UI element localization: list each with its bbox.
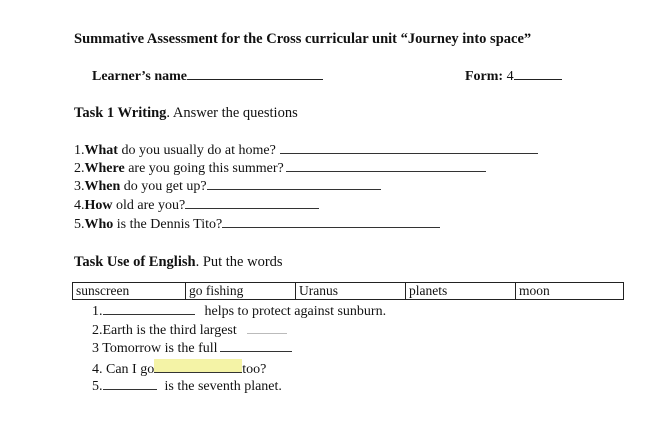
question-text: old are you? [112, 198, 186, 213]
word-moon: moon [515, 283, 623, 299]
question-number: 3. [74, 179, 85, 194]
task1-label: Task 1 Writing [74, 105, 167, 121]
sentence-number: 1. [92, 304, 103, 319]
gap-1[interactable] [103, 302, 195, 315]
sentence-text-end: too? [242, 362, 267, 377]
word-bank [72, 282, 624, 300]
question-number: 1. [74, 143, 85, 158]
question-number: 2. [74, 161, 85, 176]
sentence-number: 2. [92, 323, 103, 338]
question-keyword: Where [84, 161, 125, 176]
question-text: do you get up? [120, 179, 207, 194]
form-row [465, 67, 562, 85]
learner-name-row [92, 67, 323, 85]
task2-heading [74, 254, 283, 271]
sentence-1 [92, 302, 386, 320]
question-2 [74, 159, 486, 177]
word-sunscreen: sunscreen [76, 283, 130, 298]
word-planets: planets [405, 283, 515, 299]
learner-name-label: Learner’s name [92, 69, 187, 84]
form-value: 4 [506, 69, 514, 84]
sentence-text: Earth is the third largest [102, 323, 237, 338]
sentence-number: 5. [92, 379, 103, 394]
sentence-5 [92, 377, 282, 395]
task1-heading [74, 105, 298, 122]
sentence-number: 4. [92, 362, 103, 377]
sentence-4 [92, 359, 266, 378]
task2-instruction: . Put the words [195, 254, 283, 270]
question-keyword: How [84, 198, 113, 213]
question-keyword: Who [84, 217, 114, 232]
question-text: are you going this summer? [124, 161, 284, 176]
question-text: is the Dennis Tito? [113, 217, 223, 232]
gap-3[interactable] [220, 339, 292, 352]
sentence-number: 3 [92, 341, 99, 356]
form-field[interactable] [514, 67, 562, 80]
question-3 [74, 177, 381, 195]
sentence-text: Tomorrow is the full [102, 341, 218, 356]
question-number: 5. [74, 217, 85, 232]
answer-line-5[interactable] [222, 215, 440, 228]
question-keyword: When [84, 179, 121, 194]
word-go-fishing: go fishing [185, 283, 295, 299]
answer-line-1[interactable] [280, 141, 538, 154]
answer-line-2[interactable] [286, 159, 486, 172]
question-4 [74, 196, 319, 214]
task1-instruction: . Answer the questions [166, 105, 298, 121]
answer-line-4[interactable] [185, 196, 319, 209]
worksheet-title: Summative Assessment for the Cross curricular unit “Journey into space” [74, 31, 532, 47]
sentence-2 [92, 321, 287, 339]
form-label: Form: [465, 69, 504, 84]
task2-label: Task Use of English [74, 254, 196, 270]
word-uranus: Uranus [295, 283, 405, 299]
question-1 [74, 141, 538, 159]
learner-name-field[interactable] [187, 67, 323, 80]
question-keyword: What [84, 143, 118, 158]
question-number: 4. [74, 198, 85, 213]
sentence-3 [92, 339, 292, 357]
sentence-text: Can I go [106, 362, 155, 377]
sentence-text: helps to protect against sunburn. [204, 304, 387, 319]
sentence-text: is the seventh planet. [164, 379, 282, 394]
gap-2[interactable] [247, 321, 287, 334]
question-5 [74, 215, 440, 233]
gap-4[interactable] [154, 359, 242, 373]
answer-line-3[interactable] [207, 177, 381, 190]
question-text: do you usually do at home? [117, 143, 276, 158]
gap-5[interactable] [103, 377, 157, 390]
